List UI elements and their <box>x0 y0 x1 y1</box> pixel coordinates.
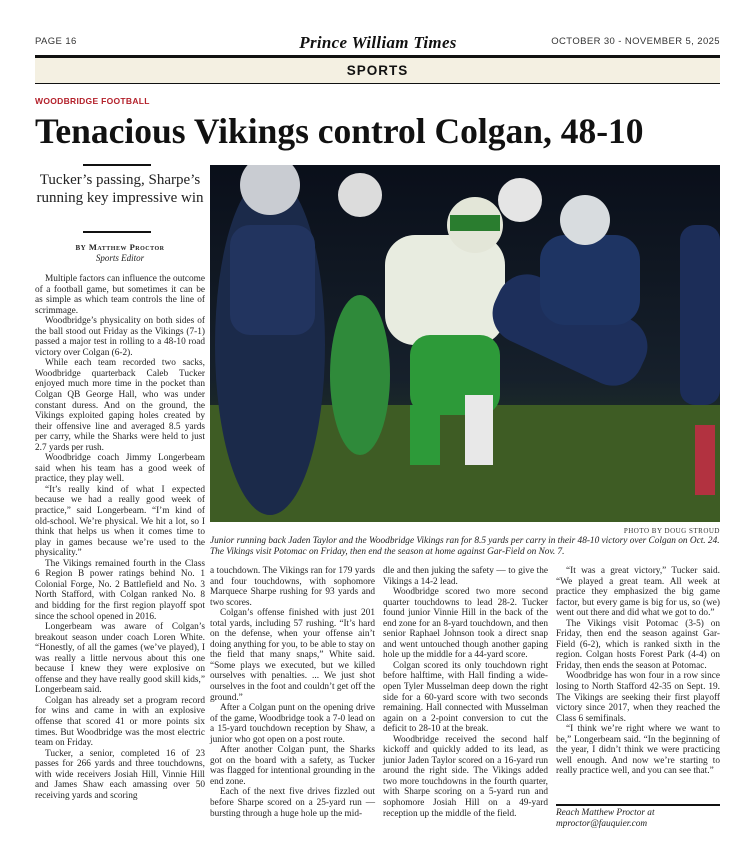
article-paragraph: The Vikings visit Potomac (3-5) on Friday, then end the season against Gar-Field (6-2), which is ranked sixth in the region. Colgan hosts Forest Park (4-4) on Friday, then ends the season at Potomac. <box>556 618 720 671</box>
signoff-line: Reach Matthew Proctor at <box>556 808 655 818</box>
page-number: PAGE 16 <box>35 36 77 47</box>
article-paragraph: Woodbridge received the second half kickoff and quickly added to its lead, as junior Jaden Taylor scored on a 16-yard run around the right side. The Vikings added two more touchdowns in the fourth quarter, with Sharpe scoring on a 5-yard run and sophomore Josiah Hill on a 49-yard reception up the middle of the field. <box>383 734 548 819</box>
kicker: WOODBRIDGE FOOTBALL <box>35 96 150 106</box>
author-title: Sports Editor <box>95 253 145 263</box>
article-paragraph: dle and then juking the safety — to give the Vikings a 14-2 lead. <box>383 566 548 587</box>
article-paragraph: Multiple factors can influence the outcome of a football game, but sometimes it can be as simple as which team controls the line of scrimmage. <box>35 274 205 316</box>
author-name: Matthew Proctor <box>88 242 165 252</box>
article-paragraph: Colgan scored its only touchdown right before halftime, with Hall finding a wide-open Tyler Musselman deep down the right side for a 60-yard score with two seconds remaining. Hall connected with Musselman again on a 2-point conversion to cut the deficit to 28-10 at the break. <box>383 660 548 735</box>
article-paragraph: a touchdown. The Vikings ran for 179 yards and four touchdowns, with sophomore Marquece Sharpe rushing for 93 yards and two scores. <box>210 566 375 608</box>
article-column-2 <box>210 566 375 819</box>
article-paragraph: Woodbridge scored two more second quarter touchdowns to lead 28-2. Tucker found junior Vinnie Hill in the back of the end zone for an 8-yard touchdown, and then senior Raphael Johnson took a direct snap and went untouched though another gaping hole up the middle for a 44-yard score. <box>383 587 548 661</box>
section-label: SPORTS <box>346 63 409 78</box>
article-paragraph: “It’s really kind of what I expected because we had a really good week of practice,” said Longerbeam. “I’m kind of old-school. We’re physical. We hit a lot, so I think that helps us when it comes time to play in games because we’re used to the physicality.” <box>35 484 205 559</box>
article-column-4 <box>556 566 720 777</box>
article-paragraph: “It was a great victory,” Tucker said. “We played a great team. All week at practice they emphasized the big game factor, but every game is big for us, so (we) went out there and did what we got to do.” <box>556 566 720 619</box>
byline <box>35 242 205 252</box>
article-paragraph: Woodbridge has won four in a row since losing to North Stafford 42-35 on Sept. 19. The Vikings are seeking their first playoff victory since 2017, when they reached the Class 6 semifinals. <box>556 671 720 724</box>
article-paragraph: Woodbridge’s physicality on both sides of the ball stood out Friday as the Vikings (7-1) passed a major test in rolling to a 48-10 road victory over Colgan (6-2). <box>35 316 205 358</box>
headline: Tenacious Vikings control Colgan, 48-10 <box>35 111 644 151</box>
article-paragraph: After a Colgan punt on the opening drive of the game, Woodbridge took a 7-0 lead on a 15-yard touchdown reception by Shaw, a junior who got open on a post route. <box>210 703 375 745</box>
article-paragraph: Tucker, a senior, completed 16 of 23 passes for 266 yards and three touchdowns, with wide receivers Josiah Hill, Vinnie Hill and James Shaw each amassing over 50 receiving yards and scoring <box>35 748 205 801</box>
article-column-3 <box>383 566 548 819</box>
article-paragraph: Colgan’s offense finished with just 201 total yards, including 57 rushing. “It’s hard on the defense, when your offense ain’t doing anything for you, to be able to stay on the field that many snaps,” White said. “Some plays we executed, but we killed ourselves with penalties. ... We just shot ourselves in the foot and couldn’t get off the ground.” <box>210 608 375 703</box>
photo-caption: Junior running back Jaden Taylor and the Woodbridge Vikings ran for 8.5 yards per carry in their 48-10 victory over Colgan on Oct. 24. The Vikings visit Potomac on Friday, then end the season at home against Gar-Field on Nov. 7. <box>210 536 720 557</box>
article-paragraph: After another Colgan punt, the Sharks got on the board with a safety, as Tucker was flagged for intentional grounding in the end zone. <box>210 745 375 787</box>
section-band <box>35 58 720 84</box>
issue-date: OCTOBER 30 - NOVEMBER 5, 2025 <box>551 36 720 47</box>
author-email: mproctor@fauquier.com <box>556 819 648 829</box>
article-paragraph: Longerbeam was aware of Colgan’s breakout season under coach Loren White. “Honestly, of all the games (we’ve played), I was really a little nervous about this one because I knew they were explosive on offense and they have really good skill kids,” Longerbeam said. <box>35 622 205 696</box>
byline-prefix: BY <box>75 244 87 252</box>
article-paragraph: “I think we’re right where we want to be,” Longerbeam said. “In the beginning of the year, I didn’t think we were practicing well enough. And now we’re starting to really practice well, and you can see that.” <box>556 724 720 777</box>
article-paragraph: Colgan has already set a program record for wins and came in with an explosive offense that scored 41 or more points six times. But Woodbridge was the most electric team on Friday. <box>35 695 205 749</box>
game-photo <box>210 165 720 522</box>
article-paragraph: While each team recorded two sacks, Woodbridge quarterback Caleb Tucker enjoyed much more time in the pocket than Colgan QB George Hall, who was under constant duress. And on the ground, the Vikings exploited gaping holes created by their offensive line and averaged 8.5 yards per carry, while the Sharks were held to just 2.7 yards per rush. <box>35 358 205 453</box>
signoff-rule <box>556 804 720 806</box>
photo-credit: PHOTO BY DOUG STROUD <box>623 527 720 535</box>
signoff <box>556 808 720 830</box>
article-paragraph: Each of the next five drives fizzled out before Sharpe scored on a 25-yard run — bursting through a huge hole up the mid- <box>210 787 375 819</box>
article-column-1 <box>35 274 205 801</box>
masthead-logo: Prince William Times <box>299 33 457 52</box>
deck: Tucker’s passing, Sharpe’s running key impressive win <box>36 172 204 206</box>
deck-rule-bottom <box>83 231 151 233</box>
article-paragraph: The Vikings remained fourth in the Class 6 Region B power ratings behind No. 1 Colonial Forge, No. 2 Battlefield and No. 3 North Stafford, with Colgan ranked No. 8 and bidding for the first region playoff spot since the school opened in 2016. <box>35 558 205 622</box>
deck-rule-top <box>83 164 151 166</box>
article-paragraph: Woodbridge coach Jimmy Longerbeam said when his team has a good week of practice, they play well. <box>35 453 205 485</box>
